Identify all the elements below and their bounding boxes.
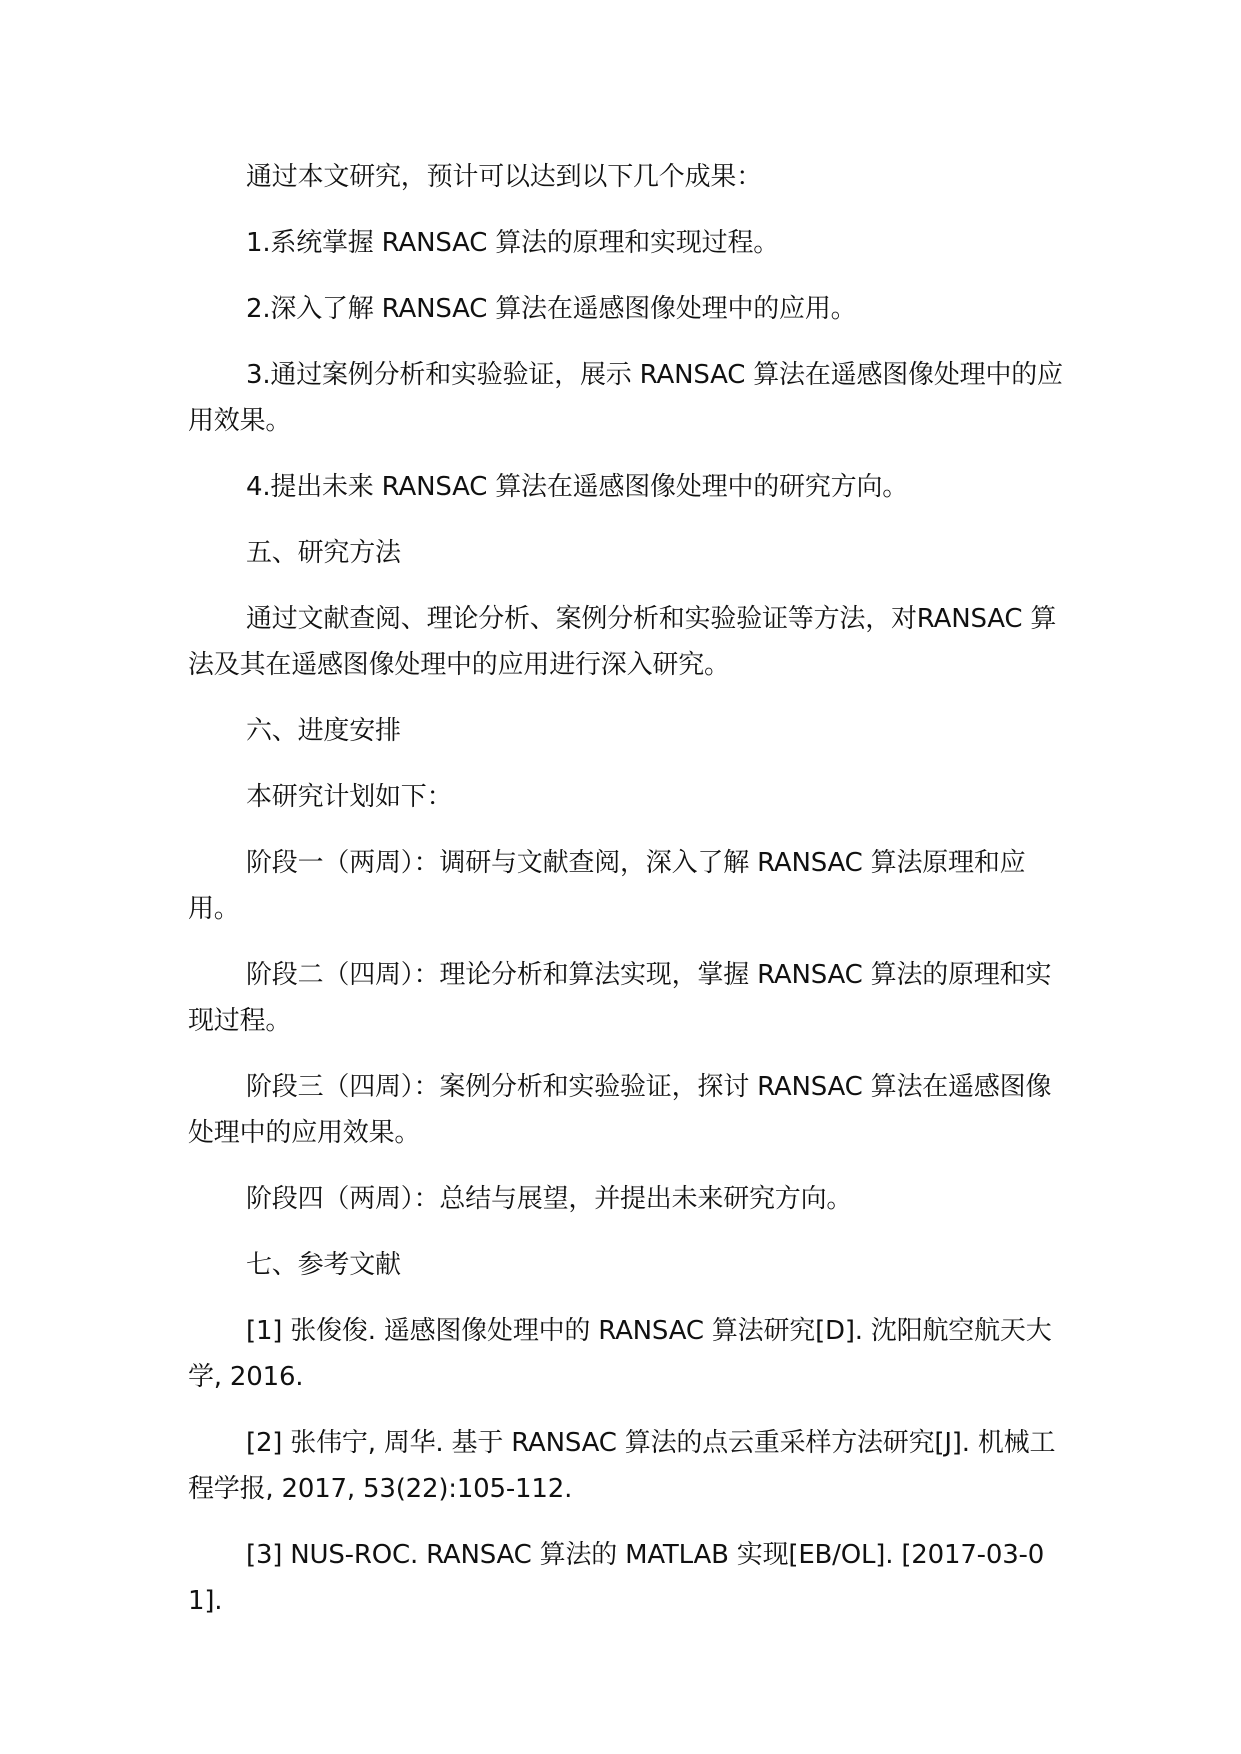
outcome-item-4: 4.提出未来 RANSAC 算法在遥感图像处理中的研究方向。 [246, 472, 909, 502]
schedule-stage-1: 阶段一（两周）：调研与文献查阅，深入了解 RANSAC 算法原理和应用。 [188, 848, 1026, 924]
section-heading-references: 七、参考文献 [246, 1250, 401, 1280]
section-heading-schedule: 六、进度安排 [246, 716, 401, 746]
reference-2: [2] 张伟宁, 周华. 基于 RANSAC 算法的点云重采样方法研究[J]. 机械工程学报, 2017, 53(22):105-112. [188, 1428, 1056, 1504]
schedule-stage-3: 阶段三（四周）：案例分析和实验验证，探讨 RANSAC 算法在遥感图像处理中的应用效果。 [188, 1072, 1052, 1148]
outcome-item-3: 3.通过案例分析和实验验证，展示 RANSAC 算法在遥感图像处理中的应用效果。 [188, 360, 1063, 436]
schedule-stage-2: 阶段二（四周）：理论分析和算法实现，掌握 RANSAC 算法的原理和实现过程。 [188, 960, 1052, 1036]
reference-1: [1] 张俊俊. 遥感图像处理中的 RANSAC 算法研究[D]. 沈阳航空航天大学, 2016. [188, 1316, 1052, 1392]
section-heading-methods: 五、研究方法 [246, 538, 401, 568]
reference-3: [3] NUS-ROC. RANSAC 算法的 MATLAB 实现[EB/OL]. [2017-03-01]. [188, 1540, 1045, 1616]
intro-paragraph: 通过本文研究，预计可以达到以下几个成果： [246, 162, 763, 192]
schedule-stage-4: 阶段四（两周）：总结与展望，并提出未来研究方向。 [246, 1184, 853, 1214]
outcome-item-1: 1.系统掌握 RANSAC 算法的原理和实现过程。 [246, 228, 780, 258]
document-body [188, 154, 1068, 1624]
outcome-item-2: 2.深入了解 RANSAC 算法在遥感图像处理中的应用。 [246, 294, 857, 324]
methods-paragraph: 通过文献查阅、理论分析、案例分析和实验验证等方法，对RANSAC 算法及其在遥感图像处理中的应用进行深入研究。 [188, 604, 1057, 680]
schedule-intro: 本研究计划如下： [246, 782, 453, 812]
